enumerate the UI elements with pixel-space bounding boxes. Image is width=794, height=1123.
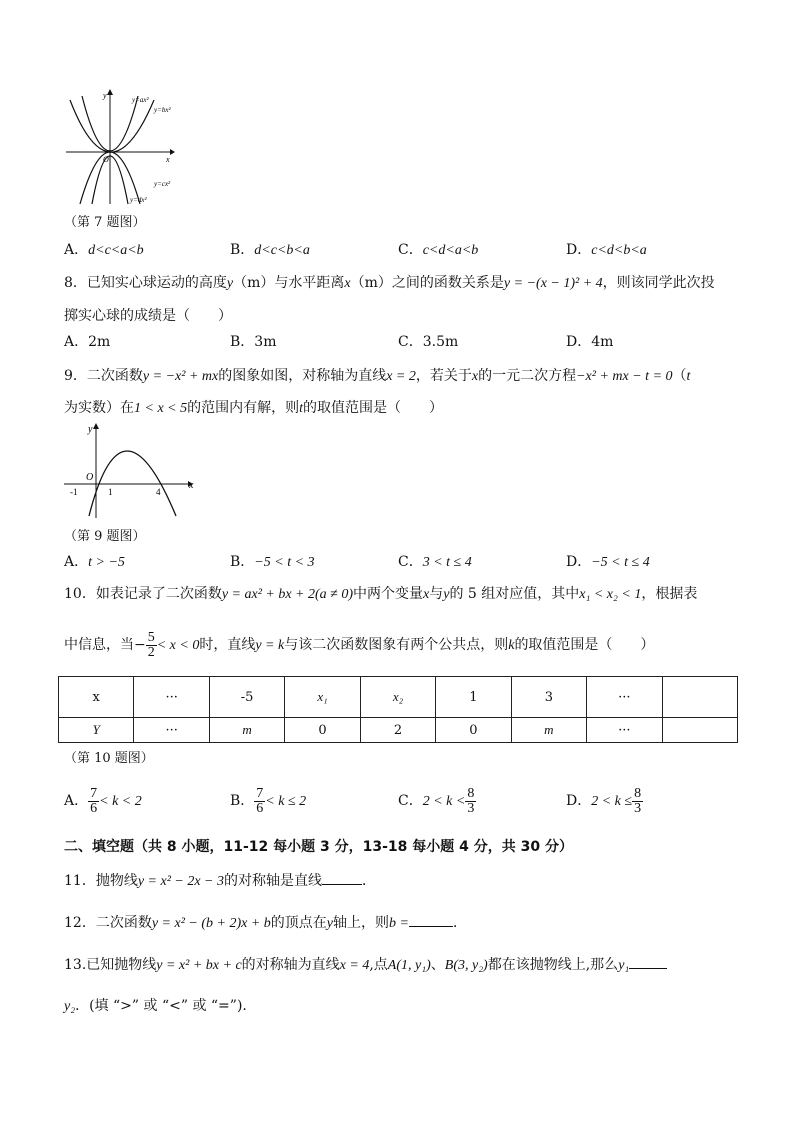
table-cell: 3 (511, 677, 586, 718)
q9-line1: 9．二次函数y = −x² + mx的图象如图，对称轴为直线x = 2，若关于x的一元二次方程−x² + mx − t = 0（t (64, 368, 691, 384)
q7-option-b[interactable] (230, 240, 310, 261)
option-value: d<c<a<b (88, 243, 144, 258)
table-cell: x₁ (285, 677, 360, 718)
table-cell (662, 718, 738, 743)
q7-label-a: y=ax² (132, 96, 149, 104)
q7-option-a[interactable] (64, 240, 144, 261)
q7-y-arrow (107, 89, 113, 95)
q7-curve-b (70, 100, 154, 152)
q8-option-b[interactable]: B．3m (230, 334, 277, 350)
q10-option-b[interactable]: B． $\frac{7}{6}$ < k ≤ 2 (230, 785, 307, 816)
q8-formula: y = −(x − 1)² + 4 (503, 276, 603, 291)
q9-label-o: O (86, 472, 94, 483)
option-label: B． (230, 242, 255, 258)
q9-caption: （第 9 题图） (64, 529, 146, 544)
option-label: A． (64, 242, 89, 258)
table-row (59, 677, 738, 718)
q11-answer-blank[interactable] (322, 870, 362, 885)
q13-line2: y₂．(填 “>” 或 “<” 或 “=”). (64, 998, 247, 1014)
q10-caption: （第 10 题图） (64, 751, 154, 766)
table-cell: 2 (360, 718, 435, 743)
q7-label-b: y=bx² (154, 106, 171, 114)
q8-line2: 掷实心球的成绩是（ ） (64, 308, 232, 324)
q7-option-d[interactable] (566, 240, 647, 261)
table-cell: ··· (134, 718, 209, 743)
q10-option-d[interactable]: D．2 < k ≤ $\frac{8}{3}$ (566, 785, 642, 816)
q9-label-4: 4 (156, 487, 161, 497)
q12-answer-blank[interactable] (409, 912, 453, 927)
q9-label-1: 1 (108, 487, 113, 497)
option-label: C． (398, 242, 423, 258)
table-cell: Y (59, 718, 134, 743)
table-cell: ··· (134, 677, 209, 718)
q10-option-a[interactable]: A． $\frac{7}{6}$ < k < 2 (64, 785, 142, 816)
table-cell: ··· (587, 677, 662, 718)
q13-answer-blank[interactable] (629, 954, 667, 969)
q13-line1: 13.已知抛物线y = x² + bx + c的对称轴为直线x = 4,点A(1, y₁)、B(3, y₂)都在该抛物线上,那么y₁ (64, 954, 667, 976)
q9-label-y: y (88, 424, 93, 435)
table-cell (662, 677, 738, 718)
q8-option-d[interactable]: D．4m (566, 334, 614, 350)
q9-label-x: x (189, 480, 194, 491)
q7-figure (62, 86, 192, 208)
q9-option-b[interactable]: B．−5 < t < 3 (230, 554, 315, 570)
q9-y-arrow (93, 423, 99, 429)
q9-option-c[interactable]: C．3 < t ≤ 4 (398, 554, 472, 570)
q7-option-c[interactable] (398, 240, 478, 261)
q7-label-x: x (166, 155, 170, 164)
q9-label-neg1: -1 (70, 487, 78, 497)
table-row (59, 718, 738, 743)
table-cell: ··· (587, 718, 662, 743)
q7-x-arrow (170, 149, 175, 155)
q7-label-c: y=cx² (154, 180, 171, 188)
table-cell: -5 (209, 677, 284, 718)
q10-fraction: $\frac{5}{2}$ (147, 629, 155, 660)
q7-label-o: O (103, 155, 109, 164)
q10-value-table (58, 676, 738, 743)
table-cell: x₂ (360, 677, 435, 718)
q8-option-c[interactable]: C．3.5m (398, 334, 459, 350)
table-cell: 0 (285, 718, 360, 743)
table-cell: 1 (436, 677, 511, 718)
q8-option-a[interactable]: A．2m (64, 334, 111, 350)
q12-line: 12．二次函数y = x² − (b + 2)x + b的顶点在y轴上，则b = ． (64, 912, 467, 934)
section-heading: 二、填空题（共 8 小题，11-12 每小题 3 分，13-18 每小题 4 分，共 30 分） (64, 839, 573, 855)
table-cell: 0 (436, 718, 511, 743)
q9-line2: 为实数）在1 < x < 5的范围内有解，则t的取值范围是（ ） (64, 400, 443, 416)
q7-label-d: y=dx² (130, 196, 147, 204)
q11-line: 11．抛物线y = x² − 2x − 3的对称轴是直线 ． (64, 870, 376, 892)
q10-line2: 中信息，当− $\frac{5}{2}$ < x < 0时，直线y = k与该二次函数图象有两个公共点，则k的取值范围是（ ） (64, 629, 655, 660)
q8-line1: 8．已知实心球运动的高度y（m）与水平距离x（m）之间的函数关系是y = −(x − 1)² + 4，则该同学此次投 (64, 275, 715, 291)
option-value: c<d<b<a (591, 243, 647, 258)
table-cell: m (209, 718, 284, 743)
option-label: D． (566, 242, 592, 258)
q9-figure (62, 420, 198, 520)
q10-line1: 10．如表记录了二次函数y = ax² + bx + 2(a ≠ 0)中两个变量x与y的 5 组对应值，其中x₁ < x₂ < 1，根据表 (64, 586, 698, 602)
q7-caption: （第 7 题图） (64, 215, 146, 230)
option-value: d<c<b<a (254, 243, 310, 258)
table-cell: x (59, 677, 134, 718)
q10-option-c[interactable]: C．2 < k < $\frac{8}{3}$ (398, 785, 475, 816)
option-value: c<d<a<b (422, 243, 479, 258)
table-cell: m (511, 718, 586, 743)
q9-option-a[interactable]: A．t > −5 (64, 554, 125, 570)
q7-label-y: y (103, 91, 107, 100)
q9-option-d[interactable]: D．−5 < t ≤ 4 (566, 554, 650, 570)
